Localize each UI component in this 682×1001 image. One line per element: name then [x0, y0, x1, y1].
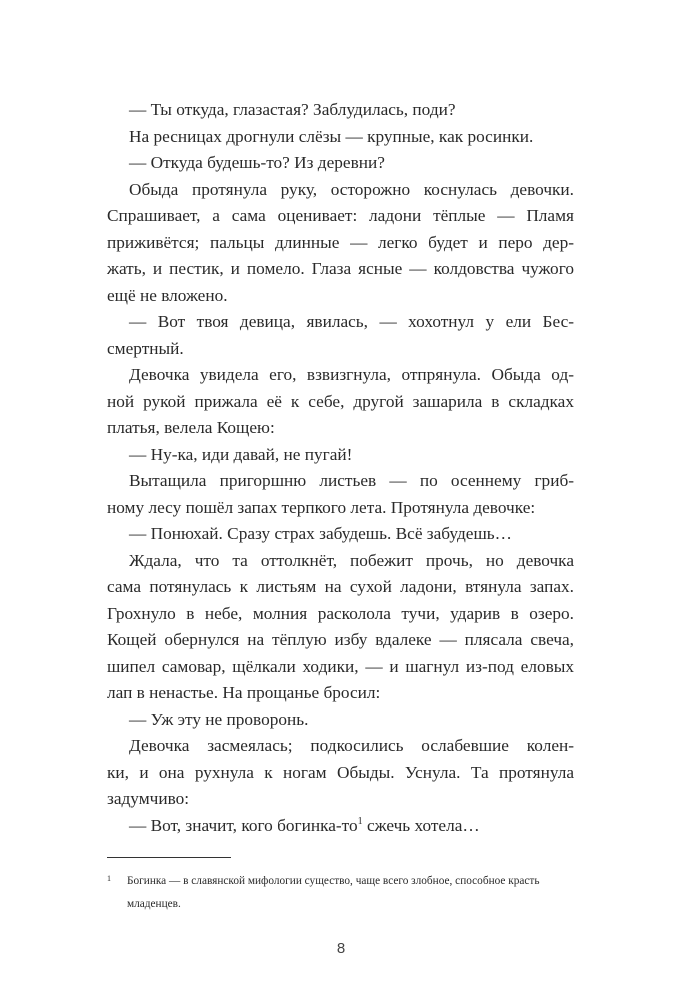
text-line: Девочка увидела его, взвизгнула, отпрянула. Обыда од- [129, 365, 574, 384]
body-text [107, 97, 574, 839]
line-text: сжечь хотела… [362, 815, 480, 835]
text-line: ещё не вложено. [107, 285, 228, 305]
text-line: — Ты откуда, глазастая? Заблудилась, поди? [129, 100, 456, 119]
text-line [107, 813, 574, 840]
text-line: Кощей обернулся на тёплую избу вдалеке — плясала свеча, [107, 630, 574, 649]
text-line: — Понюхай. Сразу страх забудешь. Всё забудешь… [129, 524, 512, 543]
text-line: сама потянулась к листьям на сухой ладони, втянула запах. [107, 577, 574, 596]
text-line: ки, и она рухнула к ногам Обыды. Уснула. Та протянула [107, 762, 574, 782]
text-line: Ждала, что та оттолкнёт, побежит прочь, но девочка [129, 550, 574, 570]
text-line: жать, и пестик, и помело. Глаза ясные — колдовства чужого [107, 259, 574, 278]
text-line: — Вот твоя девица, явилась, — хохотнул у ели Бес- [129, 312, 574, 331]
footnote-reference: 1 [357, 815, 363, 827]
line-text: — Вот, значит, кого богинка-то [129, 815, 358, 835]
text-line: — Ну-ка, иди давай, не пугай! [129, 444, 353, 464]
page-number: 8 [336, 940, 346, 957]
text-line: платья, велела Кощею: [107, 418, 275, 437]
text-line: Девочка засмеялась; подкосились ослабевшие колен- [129, 736, 574, 755]
text-line: Обыда протянула руку, осторожно коснулась девочки. [129, 179, 574, 199]
text-line: На ресницах дрогнули слёзы — крупные, как росинки. [129, 126, 534, 146]
text-line: приживётся; пальцы длинные — легко будет и перо дер- [107, 232, 574, 252]
text-line: шипел самовар, щёлкали ходики, — и шагнул из-под еловых [107, 656, 574, 676]
footnote-divider [107, 857, 231, 858]
text-line: Грохнуло в небе, молния расколола тучи, ударив в озеро. [107, 603, 574, 623]
text-line: Спрашивает, а сама оценивает: ладони тёплые — Пламя [107, 206, 574, 225]
text-line: — Уж эту не проворонь. [129, 709, 309, 729]
footnote-marker: 1 [107, 874, 111, 883]
footnote [107, 870, 574, 916]
text-line: ному лесу пошёл запах терпкого лета. Протянула девочке: [107, 497, 536, 517]
text-line: — Откуда будешь-то? Из деревни? [129, 153, 385, 172]
text-line: задумчиво: [107, 789, 190, 808]
text-line: Вытащила пригоршню листьев — по осеннему гриб- [129, 471, 574, 490]
footnote-text: Богинка — в славянской мифологии существо, чаще всего злобное, способное красть младенцев. [127, 875, 540, 910]
text-line: лап в ненастье. На прощанье бросил: [107, 683, 381, 702]
text-line: ной рукой прижала её к себе, другой зашарила в складках [107, 391, 574, 411]
text-line: смертный. [107, 338, 184, 358]
